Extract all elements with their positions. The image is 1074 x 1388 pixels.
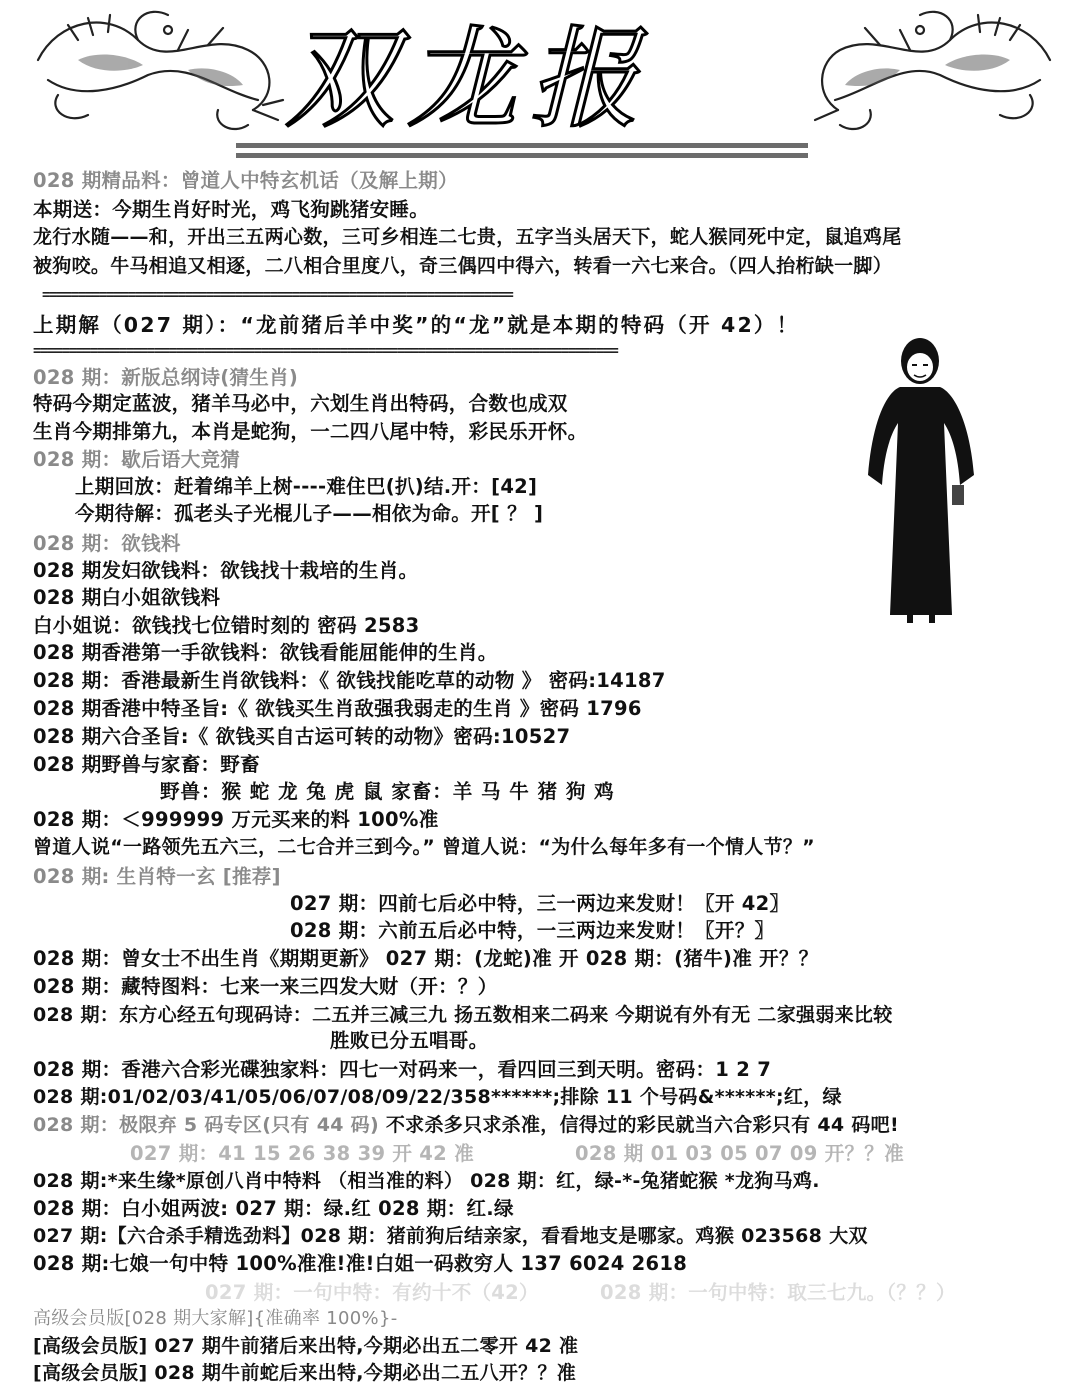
xiehouyu-line: 今期待解：孤老头子光棍儿子——相依为命。开[ ？ ]: [75, 502, 544, 525]
wealth-line: 028 期六合圣旨:《 欲钱买自古运可转的动物》密码:10527: [33, 725, 571, 748]
vip-line: [高级会员版] 028 期牛前蛇后来出特,今期必出二五八开？？准: [33, 1362, 577, 1384]
misc-line: 胜败已分五唱哥。: [330, 1029, 489, 1052]
limit-gray-text: 028 期：极限弃 5 码专区(只有 44 码): [33, 1114, 379, 1136]
misc-line: 028 期：香港六合彩光碟独家料：四七一对码来一，看四回三到天明。密码：1 2 7: [33, 1058, 772, 1081]
wealth-line: 028 期香港中特圣旨:《 欲钱买生肖敌强我弱走的生肖 》密码 1796: [33, 697, 642, 720]
wealth-line: 028 期白小姐欲钱料: [33, 586, 221, 609]
separator-line: ==================================================================================: [33, 343, 618, 359]
poem-line: 特码今期定蓝波，猪羊马必中，六划生肖出特码，合数也成双: [33, 392, 568, 415]
limit-sub-right: 028 期 01 03 05 07 09 开？？准: [575, 1142, 904, 1165]
separator-line: ==================================================================: [42, 287, 513, 303]
misc-line: 028 期：曾女士不出生肖《期期更新》 027 期：(龙蛇)准 开 028 期：(猪牛)准 开？？: [33, 947, 819, 970]
wealth-line: 028 期：＜999999 万元买来的料 100%准: [33, 808, 439, 831]
limit-line: [33, 1112, 899, 1138]
limit-sub-left: 027 期：41 15 26 38 39 开 42 准: [130, 1142, 474, 1165]
wealth-line: 028 期：香港最新生肖欲钱料：《 欲钱找能吃草的动物 》 密码:14187: [33, 669, 666, 692]
xiehouyu-line: 上期回放：赶着绵羊上树----难住巴(扒)结.开：[42]: [75, 475, 538, 498]
xiehouyu-heading: 028 期：歇后语大竞猜: [33, 448, 241, 471]
vip-heading: 高级会员版[028 期大家解]{准确率 100%}-: [33, 1308, 398, 1329]
masthead-rule-2: [236, 153, 808, 158]
faded-left: 027 期：一句中特：有约十不（42）: [205, 1281, 539, 1304]
dragon-left-image: [18, 0, 298, 150]
intro-heading: 028 期精品料：曾道人中特玄机话（及解上期）: [33, 169, 458, 192]
misc-line: 028 期:01/02/03/41/05/06/07/08/09/22/358******;排除 11 个号码&******;红，绿: [33, 1086, 842, 1108]
misc-line: 028 期：藏特图料：七来一来三四发大财（开：？）: [33, 975, 498, 998]
wealth-line: 028 期野兽与家畜：野畜: [33, 753, 260, 776]
intro-line: 被狗咬。牛马相追又相逐，二八相合里度八，奇三偶四中得六，转看一六七来合。（四人抬桁缺一脚）: [33, 255, 893, 277]
poem-heading: 028 期：新版总纲诗(猜生肖): [33, 366, 299, 389]
more-line: 028 期:*来生缘*原创八肖中特料 （相当准的料） 028 期：红，绿-*-兔猪蛇猴 *龙狗马鸡.: [33, 1170, 820, 1192]
intro-line: 本期送：今期生肖好时光，鸡飞狗跳猪安睡。: [33, 198, 430, 221]
last-solution: 上期解（027 期）：“龙前猪后羊中奖”的“龙”就是本期的特码（开 42）！: [33, 313, 800, 337]
wealth-line: 野兽：猴 蛇 龙 兔 虎 鼠 家畜：羊 马 牛 猪 狗 鸡: [160, 780, 615, 803]
masthead-title: 双龙报: [285, 15, 651, 143]
more-line: 028 期：白小姐两波: 027 期：绿.红 028 期：红.绿: [33, 1197, 514, 1220]
wealth-line: 白小姐说：欲钱找七位错时刻的 密码 2583: [33, 614, 420, 637]
zodiac-line: 028 期：六前五后必中特，一三两边来发财！〖开？〗: [290, 919, 775, 942]
dragon-right-image: [810, 0, 1070, 150]
more-line: 028 期:七娘一句中特 100%准准!准!白姐一码救穷人 137 6024 2618: [33, 1252, 688, 1275]
wealth-heading: 028 期：欲钱料: [33, 532, 181, 555]
poem-line: 生肖今期排第九，本肖是蛇狗，一二四八尾中特，彩民乐开怀。: [33, 420, 588, 443]
misc-line: 028 期：东方心经五句现码诗：二五并三减三九 扬五数相来二码来 今期说有外有无 二家强弱来比较: [33, 1004, 893, 1026]
intro-line: 龙行水随——和，开出三五两心数，三可乡相连二七贵，五字当头居天下，蛇人猴同死中定，鼠追鸡尾: [33, 226, 902, 248]
zodiac-heading: 028 期: 生肖特一玄 [推荐]: [33, 865, 281, 888]
more-line: 027 期:【六合杀手精选劲料】028 期：猪前狗后结亲家，看看地支是哪家。鸡猴 023568 大双: [33, 1225, 868, 1247]
masthead-rule-1: [236, 143, 808, 148]
zodiac-line: 027 期：四前七后必中特，三一两边来发财！〖开 42〗: [290, 892, 790, 915]
vip-line: [高级会员版] 027 期牛前猪后来出特,今期必出五二零开 42 准: [33, 1335, 579, 1357]
wealth-line: 曾道人说“一路领先五六三，二七合并三到今。” 曾道人说：“为什么每年多有一个情人节？”: [33, 836, 815, 858]
wealth-line: 028 期香港第一手欲钱料：欲钱看能屈能伸的生肖。: [33, 641, 498, 664]
man-in-robe-image: [860, 335, 980, 625]
limit-black-text: 不求杀多只求杀准，信得过的彩民就当六合彩只有 44 码吧!: [378, 1114, 899, 1136]
faded-right: 028 期：一句中特：取三七九。（？？）: [600, 1281, 956, 1304]
wealth-line: 028 期发妇欲钱料：欲钱找十栽培的生肖。: [33, 559, 419, 582]
